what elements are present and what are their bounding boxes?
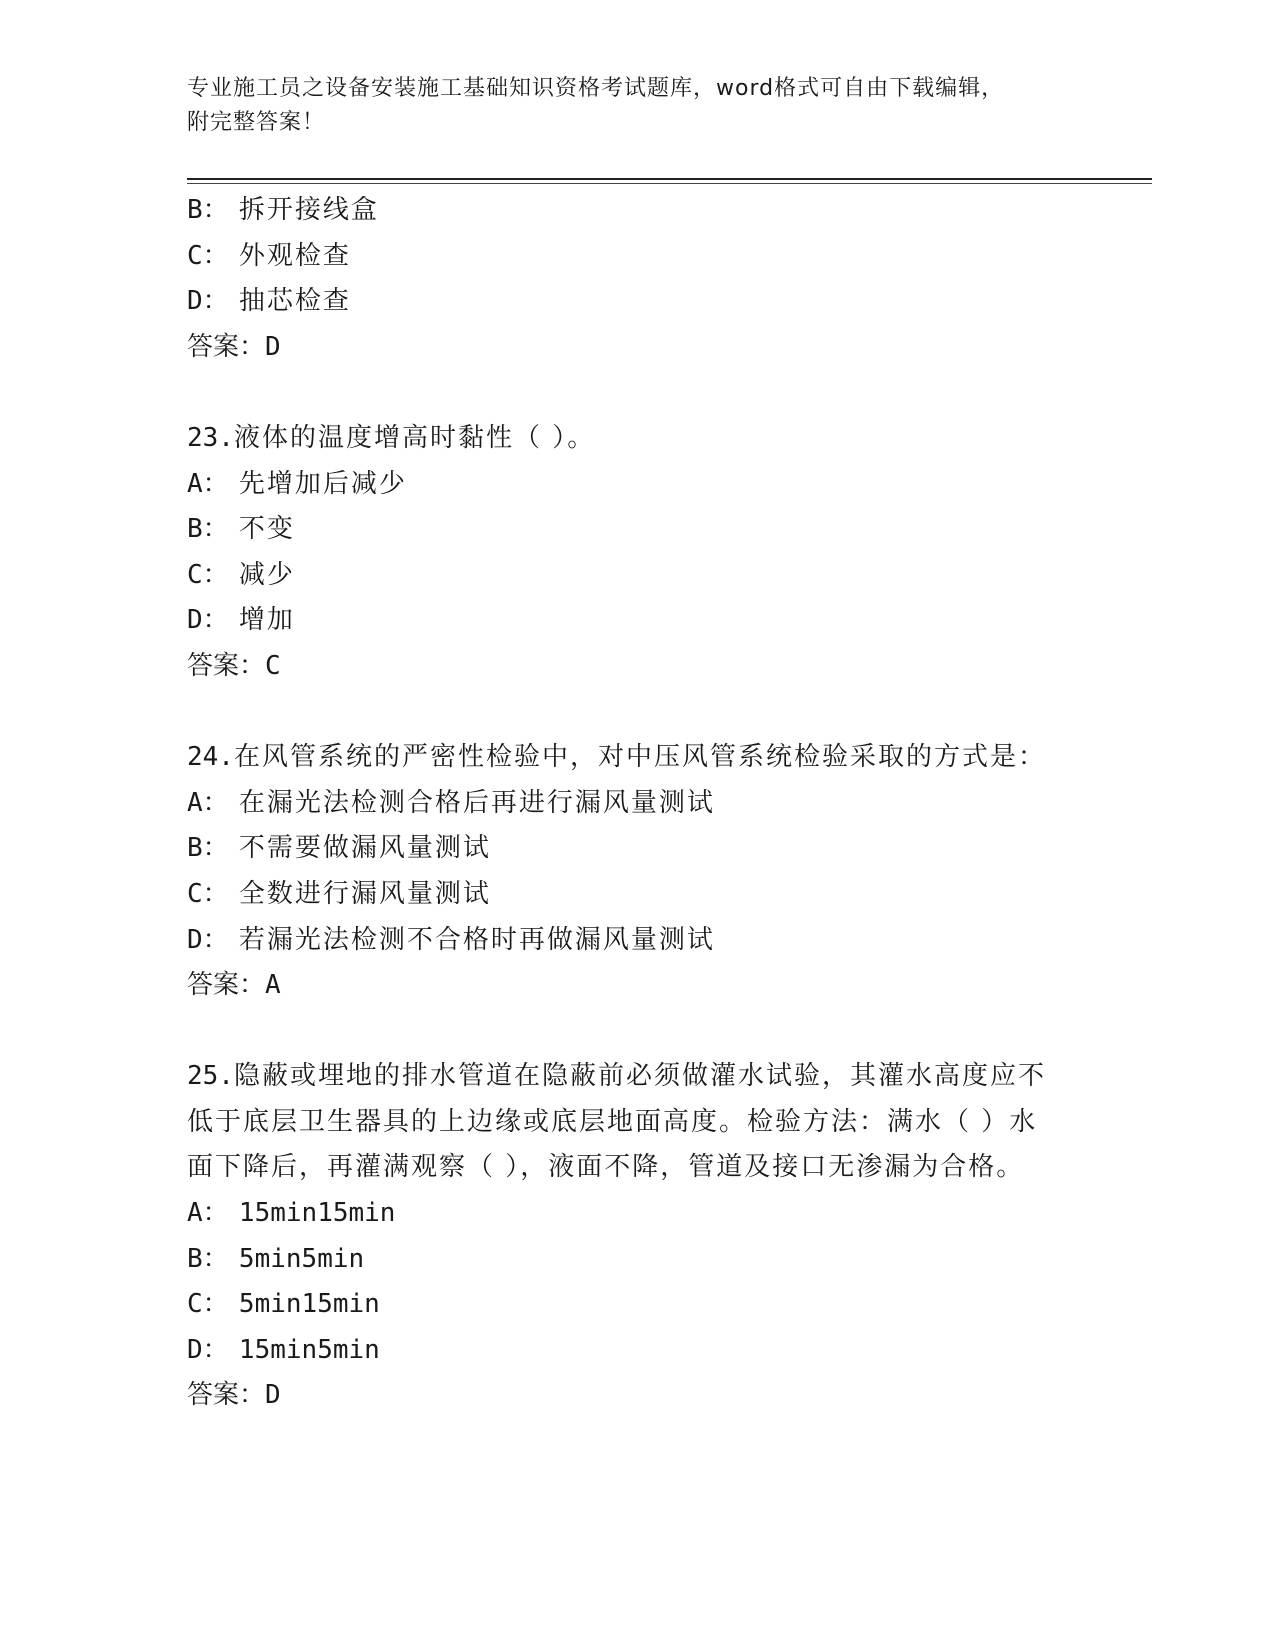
question-stem-line-3: 面下降后，再灌满观察（ ），液面不降，管道及接口无渗漏为合格。	[187, 1152, 1025, 1183]
option-a: A： 15min15min	[187, 1198, 396, 1229]
header-line-2: 附完整答案！	[187, 110, 326, 135]
option-c: C： 5min15min	[187, 1289, 380, 1320]
header-rule-thick	[187, 178, 1152, 180]
option-c: C： 全数进行漏风量测试	[187, 878, 491, 909]
answer: 答案：A	[187, 970, 281, 1001]
option-b: B： 不变	[187, 514, 295, 545]
question-stem-line-1: 25.隐蔽或埋地的排水管道在隐蔽前必须做灌水试验，其灌水高度应不	[187, 1061, 1046, 1092]
answer: 答案：C	[187, 650, 281, 681]
option-b: B： 5min5min	[187, 1243, 365, 1274]
question-stem: 24.在风管系统的严密性检验中，对中压风管系统检验采取的方式是：	[187, 742, 1046, 773]
spacer	[187, 370, 1087, 416]
option-d: D： 若漏光法检测不合格时再做漏风量测试	[187, 924, 715, 955]
option-d: D： 15min5min	[187, 1334, 380, 1365]
spacer	[187, 1009, 1087, 1055]
document-header	[187, 72, 1087, 140]
question-stem: 23.液体的温度增高时黏性（ ）。	[187, 422, 596, 453]
answer: 答案：D	[187, 331, 281, 362]
answer: 答案：D	[187, 1380, 281, 1411]
question-24	[187, 735, 1087, 1009]
option-b: B： 拆开接线盒	[187, 195, 379, 225]
option-b: B： 不需要做漏风量测试	[187, 833, 491, 864]
header-line-1: 专业施工员之设备安装施工基础知识资格考试题库，word格式可自由下载编辑，	[187, 76, 1005, 101]
question-25	[187, 1054, 1087, 1419]
option-d: D： 增加	[187, 605, 295, 636]
question-stem-line-2: 低于底层卫生器具的上边缘或底层地面高度。检验方法：满水（ ）水	[187, 1106, 1038, 1137]
question-content	[187, 188, 1087, 1419]
option-d: D： 抽芯检查	[187, 286, 351, 317]
prev-question	[187, 188, 1087, 370]
header-rule-thin	[187, 183, 1152, 184]
question-23	[187, 416, 1087, 690]
option-a: A： 在漏光法检测合格后再进行漏风量测试	[187, 787, 715, 818]
option-a: A： 先增加后减少	[187, 468, 407, 499]
option-c: C： 减少	[187, 559, 295, 590]
option-c: C： 外观检查	[187, 240, 351, 271]
spacer	[187, 690, 1087, 736]
